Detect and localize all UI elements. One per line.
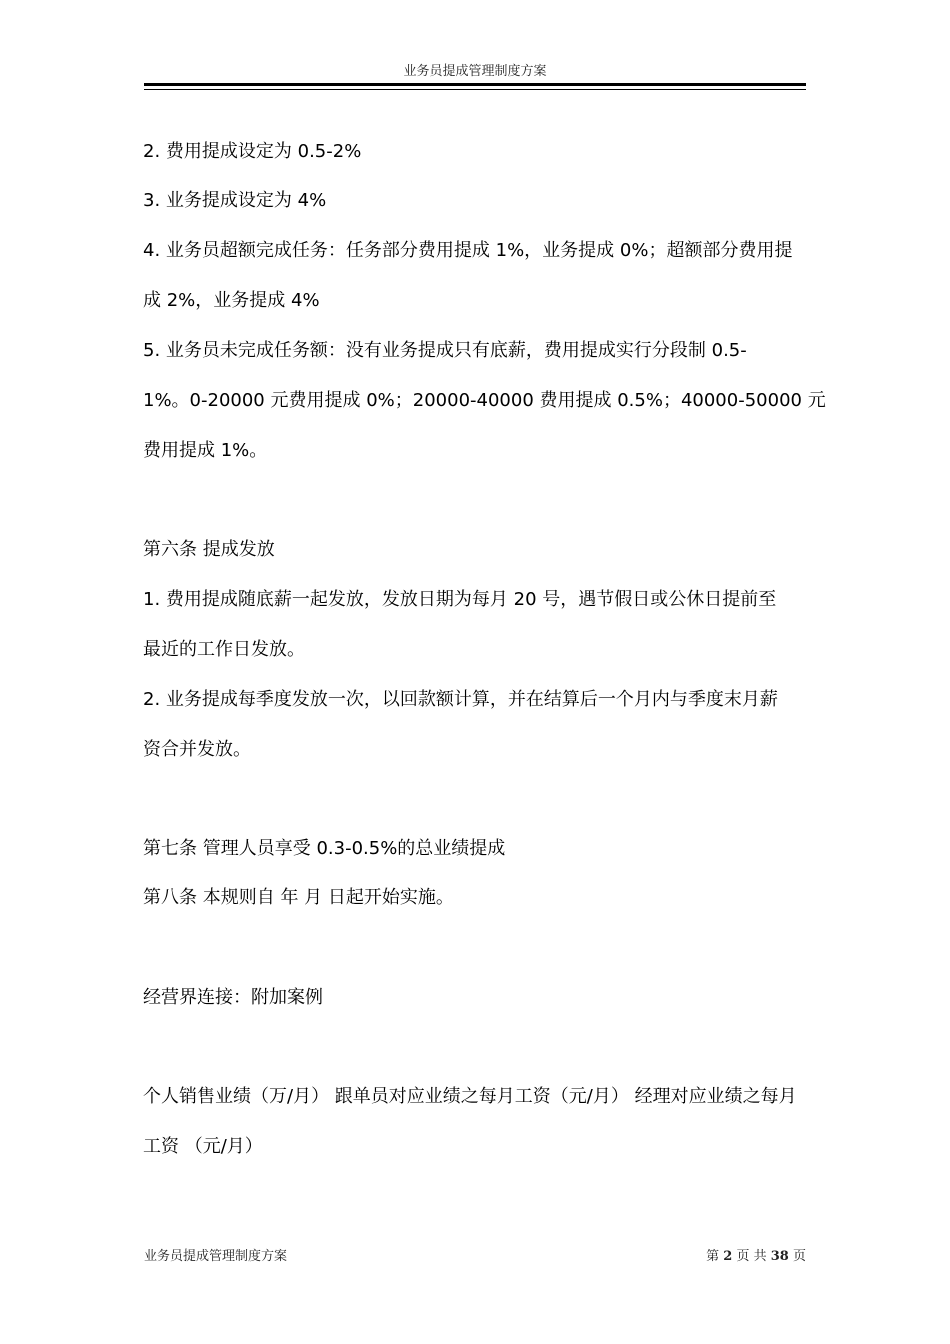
article-heading: 第八条 本规则自 年 月 日起开始实施。 — [143, 887, 454, 908]
article-heading: 第七条 管理人员享受 0.3-0.5%的总业绩提成 — [143, 838, 506, 859]
article-heading: 第六条 提成发放 — [143, 539, 275, 560]
body-line: 费用提成 1%。 — [143, 440, 268, 461]
body-line: 1. 费用提成随底薪一起发放，发放日期为每月 20 号，遇节假日或公休日提前至 — [143, 589, 777, 610]
page-total: 38 — [770, 1249, 789, 1264]
table-header-line: 个人销售业绩（万/月） 跟单员对应业绩之每月工资（元/月） 经理对应业绩之每月 — [143, 1086, 797, 1107]
body-line: 成 2%，业务提成 4% — [143, 290, 320, 311]
table-header-line: 工资 （元/月） — [143, 1136, 263, 1157]
header-rule-thick — [144, 83, 806, 86]
body-line: 2. 业务提成每季度发放一次，以回款额计算，并在结算后一个月内与季度末月薪 — [143, 689, 778, 710]
section-heading: 经营界连接：附加案例 — [143, 987, 323, 1008]
running-header-title: 业务员提成管理制度方案 — [403, 64, 547, 79]
body-line: 资合并发放。 — [143, 739, 251, 760]
page-suffix: 页 — [792, 1249, 806, 1264]
page-middle: 页 共 — [736, 1249, 767, 1264]
header-rule-thin — [144, 89, 806, 90]
body-line: 2. 费用提成设定为 0.5-2% — [143, 141, 362, 162]
body-line: 4. 业务员超额完成任务：任务部分费用提成 1%，业务提成 0%；超额部分费用提 — [143, 240, 793, 261]
body-line: 3. 业务提成设定为 4% — [143, 190, 327, 211]
body-line: 最近的工作日发放。 — [143, 639, 305, 660]
footer-doc-title: 业务员提成管理制度方案 — [144, 1249, 288, 1264]
page-current: 2 — [723, 1249, 733, 1264]
page-prefix: 第 — [706, 1249, 720, 1264]
body-line: 5. 业务员未完成任务额：没有业务提成只有底薪，费用提成实行分段制 0.5- — [143, 340, 747, 361]
body-line: 1%。0-20000 元费用提成 0%；20000-40000 费用提成 0.5%；40000-50000 元 — [143, 390, 826, 411]
footer-page-number — [706, 1248, 806, 1266]
